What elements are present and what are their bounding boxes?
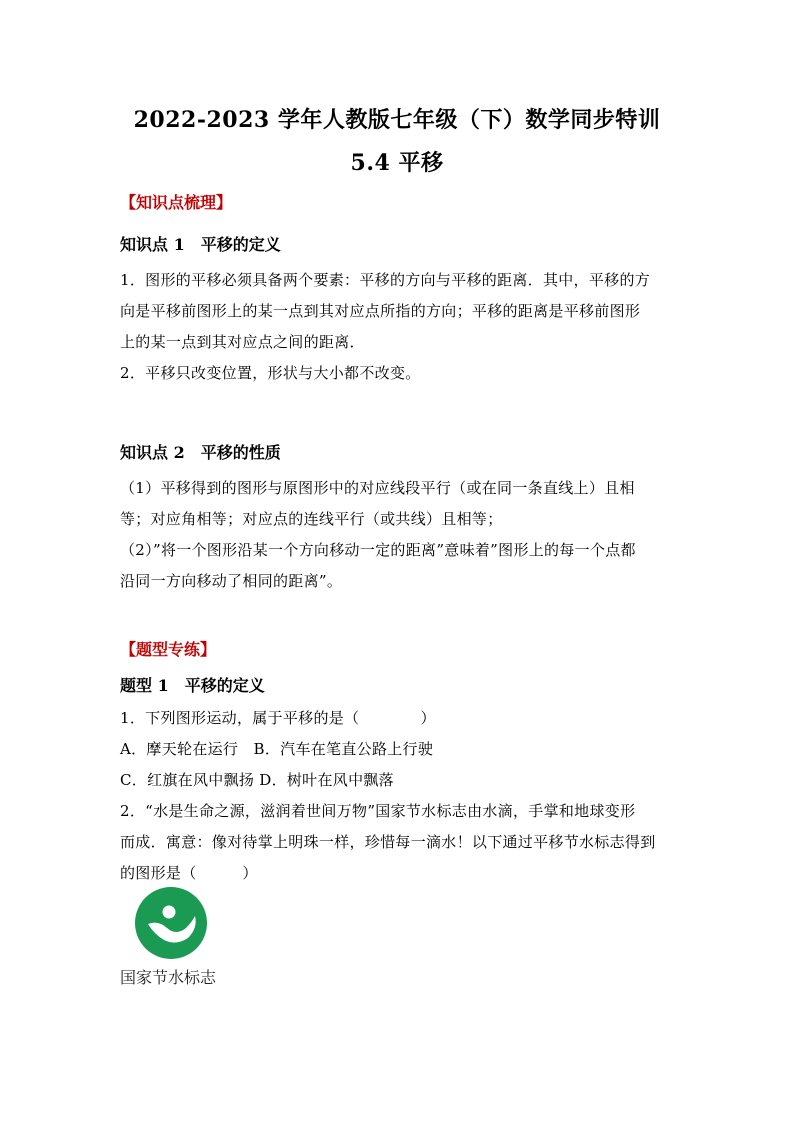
water-saving-logo-icon: [134, 886, 208, 960]
question-1-options: C．红旗在风中飘扬 D．树叶在风中飘落: [120, 771, 394, 789]
knowledge-point-1-line: 1．图形的平移必须具备两个要素：平移的方向与平移的距离．其中，平移的方: [120, 271, 651, 289]
knowledge-point-2-line: （1）平移得到的图形与原图形中的对应线段平行（或在同一条直线上）且相: [120, 479, 635, 497]
question-2-line: 2．“水是生命之源，滋润着世间万物”国家节水标志由水滴，手掌和地球变形: [120, 802, 636, 820]
knowledge-point-2-line: 沿同一方向移动了相同的距离”。: [120, 572, 343, 590]
knowledge-point-2-line: （2）”将一个图形沿某一个方向移动一定的距离”意味着”图形上的每一个点都: [120, 541, 636, 559]
question-2-line: 的图形是（ ）: [120, 864, 258, 882]
page-title: 2022-2023 学年人教版七年级（下）数学同步特训: [133, 107, 661, 133]
knowledge-point-1-line: 上的某一点到其对应点之间的距离．: [120, 333, 365, 351]
knowledge-point-2-heading: 知识点 2 平移的性质: [120, 443, 281, 462]
knowledge-point-2-line: 等；对应角相等；对应点的连线平行（或共线）且相等；: [120, 510, 503, 528]
page-subtitle: 5.4 平移: [350, 150, 444, 176]
question-1-stem: 1．下列图形运动，属于平移的是（ ）: [120, 709, 436, 727]
knowledge-point-1-line: 向是平移前图形上的某一点到其对应点所指的方向；平移的距离是平移前图形: [120, 302, 641, 320]
logo-caption: 国家节水标志: [120, 968, 217, 987]
knowledge-point-1-line: 2．平移只改变位置，形状与大小都不改变。: [120, 364, 421, 382]
question-2-line: 而成．寓意：像对待掌上明珠一样，珍惜每一滴水！以下通过平移节水标志得到: [120, 833, 656, 851]
knowledge-point-1-heading: 知识点 1 平移的定义: [120, 235, 281, 254]
section-practice-label: 【题型专练】: [120, 640, 217, 659]
practice-type-1-heading: 题型 1 平移的定义: [120, 676, 265, 695]
section-knowledge-label: 【知识点梳理】: [120, 193, 233, 212]
question-1-options: A．摩天轮在运行 B．汽车在笔直公路上行驶: [120, 740, 434, 758]
